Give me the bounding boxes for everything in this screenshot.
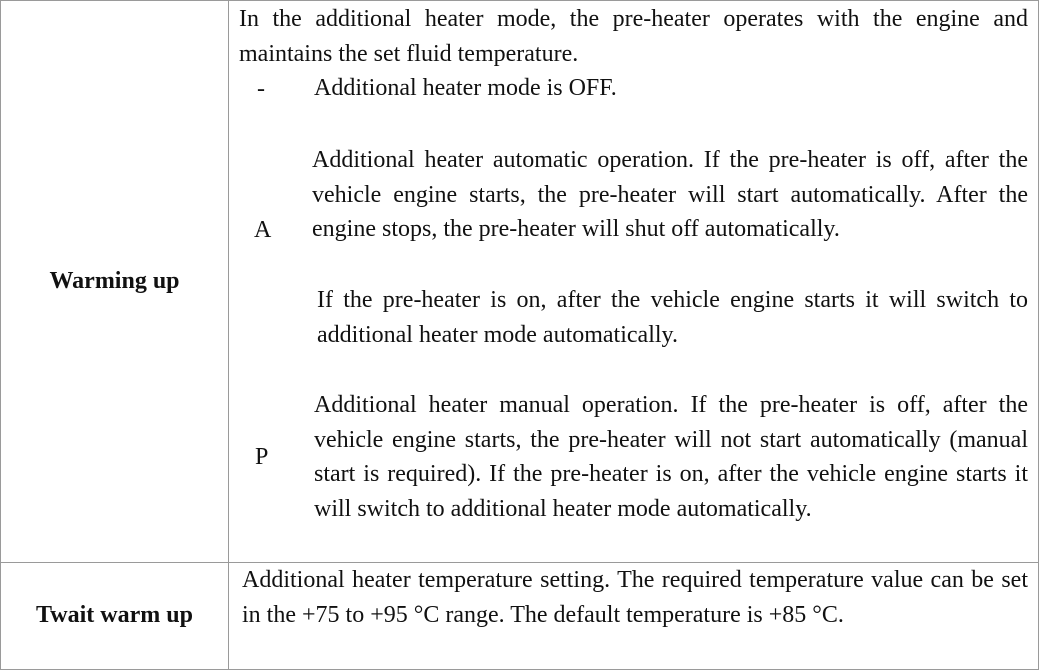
row-label-warming-up: Warming up	[49, 268, 180, 294]
option-text-p: Additional heater manual operation. If the pre-heater is off, after the vehicle engine starts, the pre-heater will not start automatically (manual start is required). If the pre-heater is on, after the vehicle engine starts it will switch to additional heater mode automatically.	[314, 392, 1028, 523]
column-divider	[228, 0, 229, 670]
option-text-off: Additional heater mode is OFF.	[314, 75, 617, 101]
twait-description: Additional heater temperature setting. The required temperature value can be set in the +75 to +95 °C range. The default temperature is +85 °C.	[242, 567, 1028, 628]
option-text-a: Additional heater automatic operation. If the pre-heater is off, after the vehicle engine starts, the pre-heater will start automatically. After the engine stops, the pre-heater will shut off automatically.	[312, 147, 1028, 243]
option-code-a: A	[254, 217, 272, 243]
warming-up-intro: In the additional heater mode, the pre-heater operates with the engine and maintains the set fluid temperature.	[239, 6, 1028, 67]
table-top-border	[1, 0, 1039, 1]
option-text-a-continued: If the pre-heater is on, after the vehicle engine starts it will switch to additional heater mode automatically.	[317, 287, 1028, 348]
option-code-off: -	[257, 76, 265, 102]
row-label-twait-warm-up: Twait warm up	[36, 602, 193, 628]
option-code-p: P	[255, 444, 269, 470]
